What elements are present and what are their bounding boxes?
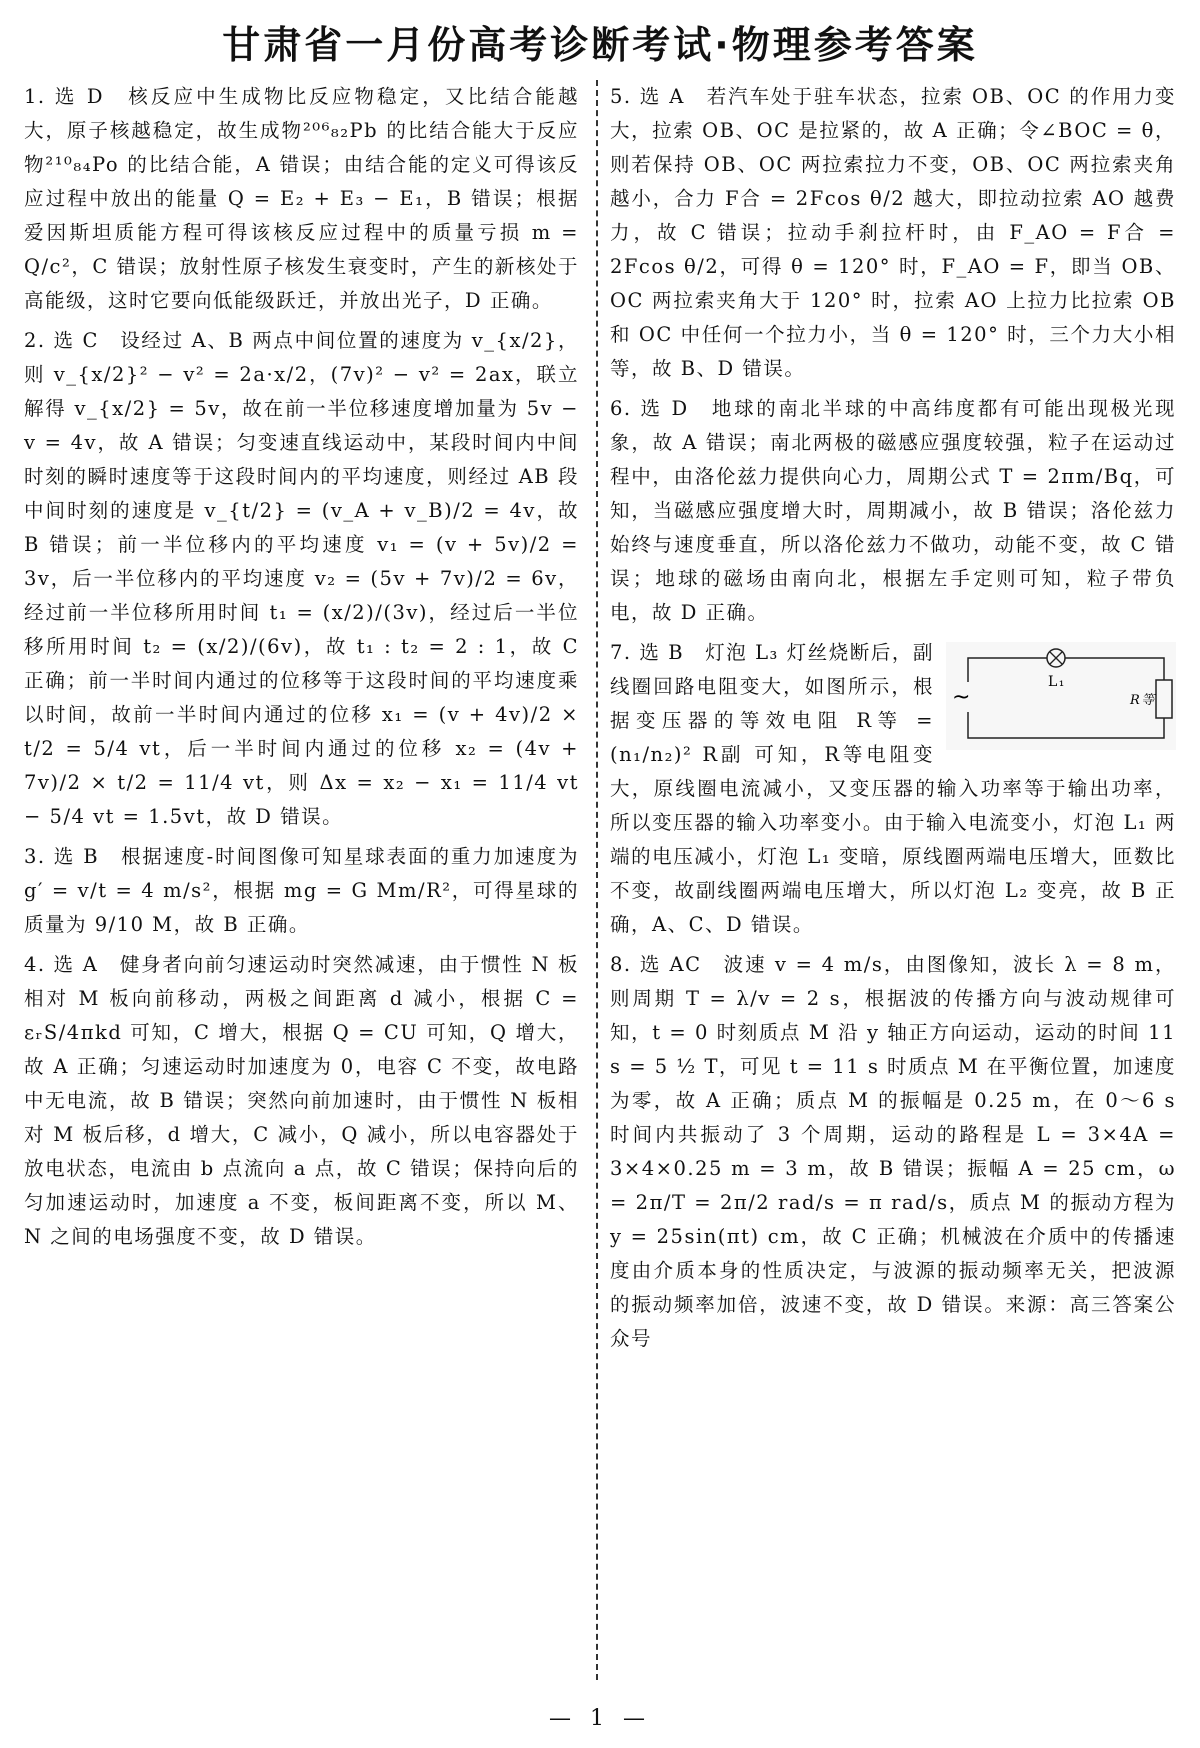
answer-text: 6. 选 D 地球的南北半球的中高纬度都有可能出现极光现象，故 A 错误；南北两极的磁感应强度较强，粒子在运动过程中，由洛伦兹力提供向心力，周期公式 T = 2πm/Bq，可知，当磁感应强度增大时，周期减小，故 B 错误；洛伦兹力始终与速度垂直，所以洛伦兹力不做功，动能不变，故 C 错误；地球的磁场由南向北，根据左手定则可知，粒子带负电，故 D 正确。 [610,397,1176,624]
ac-source-symbol: ~ [952,685,972,710]
answer-text: 4. 选 A 健身者向前匀速运动时突然减速，由于惯性 N 板相对 M 板向前移动，两极之间距离 d 减小，根据 C = εᵣS/4πkd 可知，C 增大，根据 Q = CU 可知，Q 增大，故 A 正确；匀速运动时加速度为 0，电容 C 不变，故电路中无电流，故 B 错误；突然向前加速时，由于惯性 N 板相对 M 板后移，d 增大，C 减小，Q 减小，所以电容器处于放电状态，电流由 b 点流向 a 点，故 C 错误；保持向后的匀加速运动时，加速度 a 不变，板间距离不变，所以 M、N 之间的电场强度不变，故 D 错误。 [24,953,579,1248]
answer-item-2 [24,324,579,834]
answer-text: 8. 选 AC 波速 v = 4 m/s，由图像知，波长 λ = 8 m，则周期 T = λ/v = 2 s，根据波的传播方向与波动规律可知，t = 0 时刻质点 M 沿 y 轴正方向运动，运动的时间 11 s = 5 ½ T，可见 t = 11 s 时质点 M 在平衡位置，加速度为零，故 A 正确；质点 M 的振幅是 0.25 m，在 0～6 s 时间内共振动了 3 个周期，运动的路程是 L = 3×4A = 3×4×0.25 m = 3 m，故 B 错误；振幅 A = 25 cm，ω = 2π/T = 2π/2 rad/s = π rad/s，质点 M 的振动方程为 y = 25sin(πt) cm，故 C 正确；机械波在介质中的传播速度由介质本身的性质决定，与波源的振动频率无关，把波源的振动频率加倍，波速不变，故 D 错误。来源：高三答案公众号 [610,953,1176,1350]
answer-text: 5. 选 A 若汽车处于驻车状态，拉索 OB、OC 的作用力变大，拉索 OB、OC 是拉紧的，故 A 正确；令∠BOC = θ，则若保持 OB、OC 两拉索拉力不变，OB、OC 两拉索夹角越小，合力 F合 = 2Fcos θ/2 越大，即拉动拉索 AO 越费力，故 C 错误；拉动手刹拉杆时，由 F_AO = F合 = 2Fcos θ/2，可得 θ = 120° 时，F_AO = F，即当 OB、OC 两拉索夹角大于 120° 时，拉索 AO 上拉力比拉索 OB 和 OC 中任何一个拉力小，当 θ = 120° 时，三个力大小相等，故 B、D 错误。 [610,85,1176,380]
left-column [24,80,579,1260]
answer-item-7 [610,636,1176,942]
answer-item-5 [610,80,1176,386]
resistor-label: R等 [1130,693,1156,708]
right-column [610,80,1176,1362]
circuit-figure [946,642,1176,750]
answer-item-6 [610,392,1176,630]
lamp-label: L₁ [1048,674,1066,690]
answer-item-1 [24,80,579,318]
answer-text: 1. 选 D 核反应中生成物比反应物稳定，又比结合能越大，原子核越稳定，故生成物²⁰⁶₈₂Pb 的比结合能大于反应物²¹⁰₈₄Po 的比结合能，A 错误；由结合能的定义可得该反应过程中放出的能量 Q = E₂ + E₃ − E₁，B 错误；根据爱因斯坦质能方程可得该核反应过程中的质量亏损 m = Q/c²，C 错误；放射性原子核发生衰变时，产生的新核处于高能级，这时它要向低能级跃迁，并放出光子，D 正确。 [24,85,579,312]
answer-item-3 [24,840,579,942]
answer-text: 3. 选 B 根据速度-时间图像可知星球表面的重力加速度为 g′ = v/t = 4 m/s²，根据 mg = G Mm/R²，可得星球的质量为 9/10 M，故 B 正确。 [24,845,579,936]
answer-text: 7. 选 B 灯泡 L₃ 灯丝烧断后，副线圈回路电阻变大，如图所示，根据变压器的等效电阻 R等 = (n₁/n₂)² R副 可知，R等电阻变大，原线圈电流减小，又变压器的输入功率等于输出功率，所以变压器的输入功率变小。由于输入电流变小，灯泡 L₁ 两端的电压减小，灯泡 L₁ 变暗，原线圈两端电压增大，匝数比不变，故副线圈两端电压增大，所以灯泡 L₂ 变亮，故 B 正确，A、C、D 错误。 [610,641,1176,936]
page-title: 甘肃省一月份高考诊断考试·物理参考答案 [222,23,978,67]
circuit-diagram [946,642,1176,750]
answer-text: 2. 选 C 设经过 A、B 两点中间位置的速度为 v_{x/2}，则 v_{x/2}² − v² = 2a·x/2，(7v)² − v² = 2ax，联立解得 v_{x/2} = 5v，故在前一半位移速度增加量为 5v − v = 4v，故 A 错误；匀变速直线运动中，某段时间内中间时刻的瞬时速度等于这段时间内的平均速度，则经过 AB 段中间时刻的速度是 v_{t/2} = (v_A + v_B)/2 = 4v，故 B 错误；前一半位移内的平均速度 v₁ = (v + 5v)/2 = 3v，后一半位移内的平均速度 v₂ = (5v + 7v)/2 = 6v，经过前一半位移所用时间 t₁ = (x/2)/(3v)，经过后一半位移所用时间 t₂ = (x/2)/(6v)，故 t₁ : t₂ = 2 : 1，故 C 正确；前一半时间内通过的位移等于这段时间的平均速度乘以时间，故前一半时间内通过的位移 x₁ = (v + 4v)/2 × t/2 = 5/4 vt，后一半时间内通过的位移 x₂ = (4v + 7v)/2 × t/2 = 11/4 vt，则 Δx = x₂ − x₁ = 11/4 vt − 5/4 vt = 1.5vt，故 D 错误。 [24,329,579,828]
column-divider [596,80,598,1680]
resistor-icon [1156,680,1172,718]
answer-item-4 [24,948,579,1254]
page-number: — 1 — [549,1706,651,1731]
answer-item-8 [610,948,1176,1356]
